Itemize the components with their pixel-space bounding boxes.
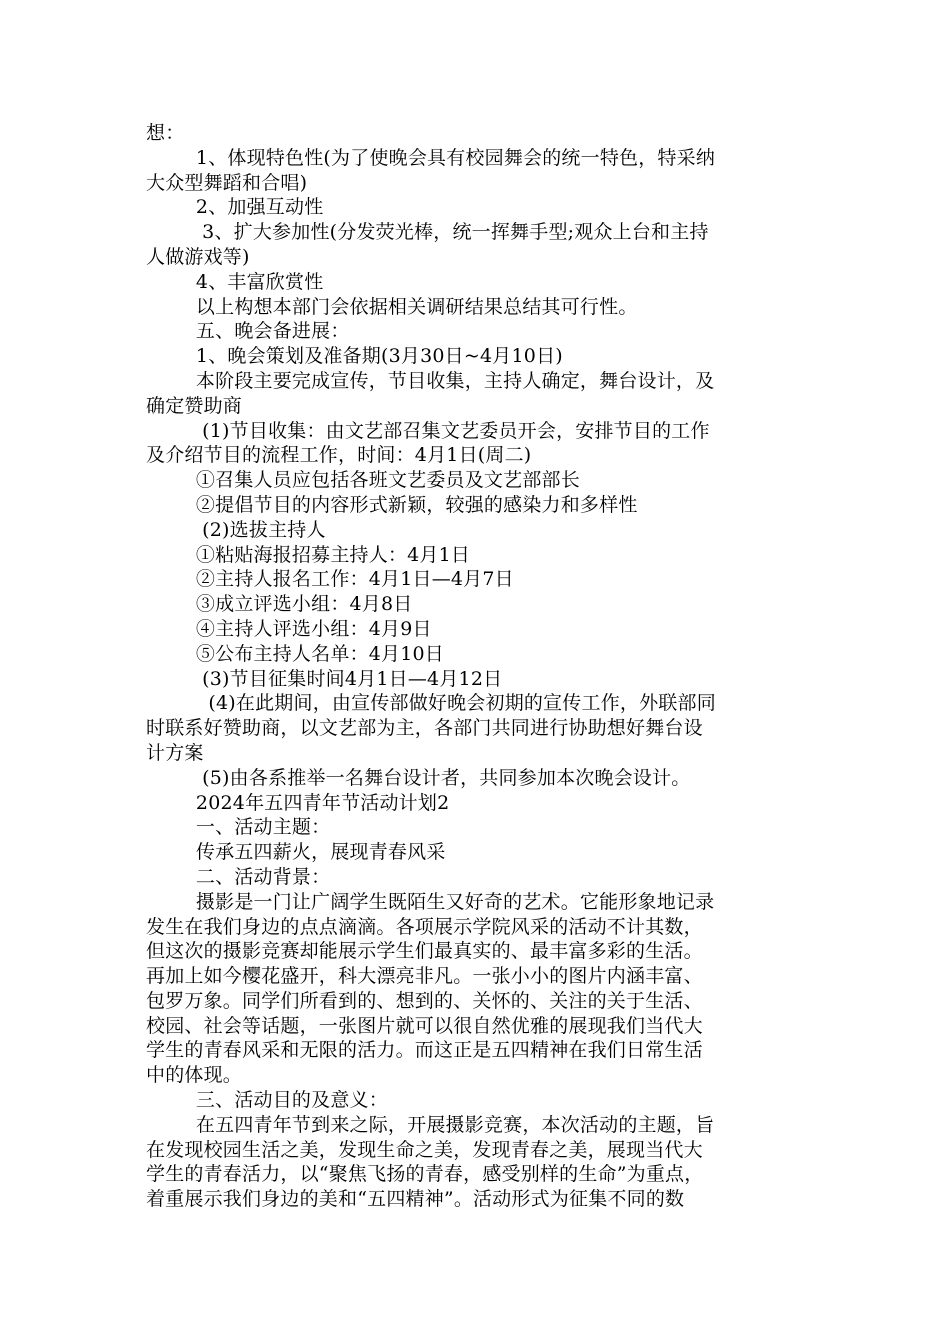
text-line: 在发现校园生活之美，发现生命之美，发现青春之美，展现当代大 [146, 1138, 703, 1161]
list-item: ②主持人报名工作：4月1日—4月7日 [146, 568, 514, 591]
section-heading: 一、活动主题： [146, 816, 331, 839]
document-body [146, 121, 826, 1212]
text-line: 学生的青春活力，以“聚焦飞扬的青春，感受别样的生命”为重点， [146, 1163, 704, 1186]
text-line: 在五四青年节到来之际，开展摄影竞赛，本次活动的主题，旨 [146, 1113, 715, 1136]
text-line: (5)由各系推举一名舞台设计者，共同参加本次晚会设计。 [146, 766, 691, 789]
text-line: 确定赞助商 [146, 394, 243, 417]
text-line: 传承五四薪火，展现青春风采 [146, 841, 446, 864]
text-line: 4、丰富欣赏性 [146, 270, 324, 293]
text-line: 包罗万象。同学们所看到的、想到的、关怀的、关注的关于生活、 [146, 989, 703, 1012]
list-item: ①召集人员应包括各班文艺委员及文艺部部长 [146, 469, 580, 492]
text-line: 中的体现。 [146, 1064, 243, 1087]
text-line: 着重展示我们身边的美和“五四精神”。活动形式为征集不同的数 [146, 1188, 685, 1211]
text-line: (2)选拔主持人 [146, 518, 326, 541]
list-item: ②提倡节目的内容形式新颖，较强的感染力和多样性 [146, 493, 638, 516]
text-line: 1、体现特色性(为了使晚会具有校园舞会的统一特色，特采纳 [146, 146, 716, 169]
text-line: 再加上如今樱花盛开，科大漂亮非凡。一张小小的图片内涵丰富、 [146, 965, 703, 988]
text-line: 人做游戏等) [146, 245, 250, 268]
text-line: 1、晚会策划及准备期(3月30日~4月10日) [146, 345, 563, 368]
document-title: 2024年五四青年节活动计划2 [146, 791, 450, 814]
section-heading: 三、活动目的及意义： [146, 1089, 388, 1112]
text-line: 校园、社会等话题，一张图片就可以很自然优雅的展现我们当代大 [146, 1014, 703, 1037]
section-heading: 五、晚会备进展： [146, 320, 350, 343]
text-line: 但这次的摄影竞赛却能展示学生们最真实的、最丰富多彩的生活。 [146, 940, 703, 963]
text-line: 及介绍节目的流程工作，时间：4月1日(周二) [146, 444, 532, 467]
list-item: ③成立评选小组：4月8日 [146, 593, 413, 616]
text-line: 发生在我们身边的点点滴滴。各项展示学院风采的活动不计其数， [146, 915, 703, 938]
text-line: 以上构想本部门会依据相关调研结果总结其可行性。 [146, 295, 638, 318]
text-line: 计方案 [146, 741, 204, 764]
text-line: (4)在此期间，由宣传部做好晚会初期的宣传工作，外联部同 [146, 692, 716, 715]
list-item: ①粘贴海报招募主持人：4月1日 [146, 543, 471, 566]
text-line: (1)节目收集：由文艺部召集文艺委员开会，安排节目的工作 [146, 419, 710, 442]
text-line: (3)节目征集时间4月1日—4月12日 [146, 667, 503, 690]
text-line: 想： [146, 122, 185, 144]
list-item: ④主持人评选小组：4月9日 [146, 617, 432, 640]
text-line: 时联系好赞助商，以文艺部为主，各部门共同进行协助想好舞台设 [146, 717, 703, 740]
text-line: 3、扩大参加性(分发荧光棒，统一挥舞手型;观众上台和主持 [146, 221, 709, 244]
text-line: 2、加强互动性 [146, 196, 324, 219]
list-item: ⑤公布主持人名单：4月10日 [146, 642, 444, 665]
text-line: 本阶段主要完成宣传，节目收集，主持人确定，舞台设计，及 [146, 369, 715, 392]
text-line: 摄影是一门让广阔学生既陌生又好奇的艺术。它能形象地记录 [146, 890, 715, 913]
text-line: 大众型舞蹈和合唱) [146, 171, 308, 194]
section-heading: 二、活动背景： [146, 865, 331, 888]
text-line: 学生的青春风采和无限的活力。而这正是五四精神在我们日常生活 [146, 1039, 703, 1062]
